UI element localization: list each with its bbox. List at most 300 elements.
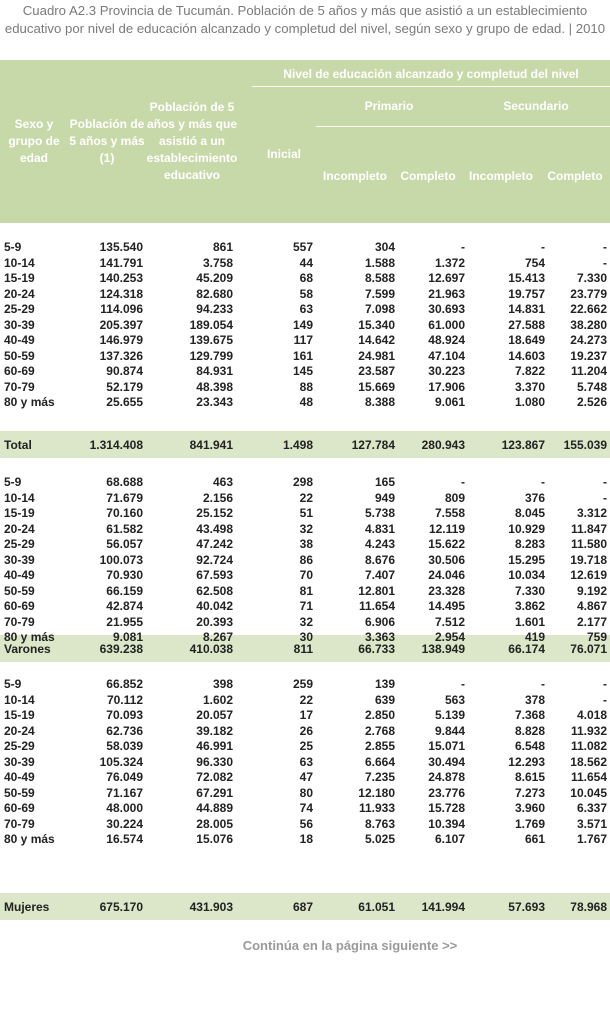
- cell-primario-completo: 809: [444, 490, 465, 505]
- cell-secundario-incompleto: 8.045: [514, 506, 545, 520]
- cell-asistio: 84.931: [196, 364, 233, 378]
- cell-asistio: 46.991: [196, 739, 233, 753]
- cell-age-group: 25-29: [4, 537, 35, 551]
- cell-primario-completo: 563: [444, 692, 465, 707]
- total-asistio: 431.903: [189, 899, 233, 914]
- cell-secundario-incompleto: 3.960: [514, 801, 545, 815]
- header-inicial: Inicial: [266, 147, 301, 161]
- cell-inicial: 32: [299, 614, 313, 629]
- cell-poblacion: 56.057: [106, 537, 143, 551]
- cell-poblacion: 71.679: [106, 490, 143, 505]
- cell-secundario-incompleto: 8.615: [514, 770, 545, 784]
- cell-asistio: 3.758: [202, 255, 233, 270]
- cell-age-group: 20-24: [4, 723, 35, 738]
- cell-poblacion: 58.039: [106, 739, 143, 753]
- cell-inicial: 80: [299, 785, 313, 800]
- cell-secundario-incompleto: 15.413: [508, 271, 545, 285]
- cell-primario-incompleto: 1.588: [364, 255, 395, 270]
- cell-primario-incompleto: 14.642: [358, 333, 395, 347]
- cell-inicial: 56: [299, 816, 313, 831]
- cell-secundario-completo: -: [603, 240, 607, 254]
- cell-secundario-incompleto: 3.370: [514, 379, 545, 394]
- cell-primario-incompleto: 7.407: [364, 568, 395, 582]
- cell-age-group: 70-79: [4, 379, 35, 394]
- cell-secundario-incompleto: -: [541, 240, 545, 254]
- table-row: [0, 739, 610, 755]
- table-row: [0, 349, 610, 365]
- cell-inicial: 44: [299, 255, 313, 270]
- cell-primario-incompleto: 7.235: [364, 770, 395, 784]
- table-header: [0, 60, 610, 223]
- cell-secundario-completo: 4.018: [576, 708, 607, 722]
- cell-poblacion: 52.179: [106, 379, 143, 394]
- table-row: [0, 584, 610, 600]
- cell-inicial: 557: [292, 240, 313, 254]
- total-primario-completo: 138.949: [421, 641, 465, 656]
- cell-primario-completo: 1.372: [434, 255, 465, 270]
- total-secundario-incompleto: 123.867: [501, 437, 545, 452]
- cell-secundario-completo: 11.847: [570, 521, 607, 536]
- cell-poblacion: 62.736: [106, 723, 143, 738]
- cell-secundario-completo: 11.580: [570, 537, 607, 551]
- cell-secundario-completo: 3.312: [576, 506, 607, 520]
- cell-secundario-incompleto: 6.548: [514, 739, 545, 753]
- cell-age-group: 50-59: [4, 785, 35, 800]
- cell-asistio: 20.393: [196, 614, 233, 629]
- cell-age-group: 70-79: [4, 614, 35, 629]
- cell-secundario-completo: -: [603, 490, 607, 505]
- cell-secundario-incompleto: 754: [524, 255, 545, 270]
- table-row: [0, 537, 610, 553]
- cell-secundario-incompleto: 378: [524, 692, 545, 707]
- cell-poblacion: 70.112: [106, 692, 143, 707]
- cell-inicial: 86: [299, 552, 313, 567]
- cell-asistio: 44.889: [196, 801, 233, 815]
- table-row: [0, 553, 610, 569]
- cell-primario-completo: 12.119: [428, 521, 465, 536]
- cell-asistio: 28.005: [196, 816, 233, 831]
- total-primario-incompleto: 61.051: [358, 899, 395, 914]
- cell-primario-completo: 23.776: [428, 785, 465, 800]
- table-row: [0, 599, 610, 615]
- cell-secundario-incompleto: 3.862: [514, 599, 545, 613]
- table-row: [0, 693, 610, 709]
- cell-asistio: 82.680: [196, 286, 233, 301]
- data-table: [0, 677, 610, 848]
- cell-inicial: 32: [299, 521, 313, 536]
- cell-asistio: 398: [212, 677, 233, 691]
- cell-asistio: 39.182: [196, 723, 233, 738]
- cell-asistio: 189.054: [189, 317, 233, 332]
- cell-secundario-completo: 11.082: [570, 739, 607, 753]
- cell-primario-incompleto: 5.025: [364, 832, 395, 846]
- cell-asistio: 463: [212, 475, 233, 489]
- cell-primario-incompleto: 8.763: [364, 816, 395, 831]
- cell-secundario-incompleto: 18.649: [508, 333, 545, 347]
- cell-primario-completo: 30.506: [428, 552, 465, 567]
- header-secundario-incompleto: Incompleto: [468, 168, 533, 183]
- cell-age-group: 25-29: [4, 739, 35, 753]
- cell-primario-completo: 30.223: [428, 364, 465, 378]
- cell-secundario-completo: 11.654: [570, 770, 607, 784]
- header-nivel: Nivel de educación alcanzado y completud del nivel: [283, 66, 579, 81]
- cell-secundario-completo: 5.748: [576, 379, 607, 394]
- cell-primario-completo: 21.963: [428, 286, 465, 301]
- cell-primario-incompleto: 304: [374, 240, 395, 254]
- header-secundario: Secundario: [503, 98, 569, 113]
- total-age-group: Total: [4, 437, 32, 452]
- table-title: Cuadro A2.3 Provincia de Tucumán. Población de 5 años y más que asistió a un establecimiento educativo por nivel de educación alcanzado y completud del nivel, según sexo y grupo de edad. | 2010: [4, 3, 606, 36]
- cell-asistio: 861: [212, 240, 233, 254]
- cell-inicial: 38: [299, 537, 313, 551]
- header-primario-completo: Completo: [400, 168, 456, 183]
- cell-secundario-completo: 19.718: [570, 552, 607, 567]
- table-row: [0, 724, 610, 740]
- cell-asistio: 72.082: [196, 770, 233, 784]
- cell-primario-completo: 15.071: [428, 739, 465, 753]
- table-row: [0, 677, 610, 693]
- cell-secundario-completo: 1.767: [576, 832, 607, 846]
- cell-poblacion: 135.540: [99, 240, 143, 254]
- cell-inicial: 51: [299, 506, 313, 520]
- cell-age-group: 70-79: [4, 816, 35, 831]
- cell-age-group: 20-24: [4, 521, 35, 536]
- cell-secundario-completo: -: [603, 677, 607, 691]
- cell-age-group: 30-39: [4, 552, 35, 567]
- cell-age-group: 10-14: [4, 490, 35, 505]
- cell-inicial: 145: [292, 364, 313, 378]
- cell-poblacion: 70.930: [106, 568, 143, 582]
- total-secundario-incompleto: 66.174: [508, 641, 545, 656]
- cell-inicial: 74: [299, 801, 313, 815]
- cell-primario-completo: 7.558: [434, 506, 465, 520]
- table-row: [0, 635, 610, 662]
- cell-primario-completo: 9.844: [434, 723, 465, 738]
- cell-poblacion: 66.159: [106, 583, 143, 598]
- cell-age-group: 30-39: [4, 754, 35, 769]
- data-table: [0, 240, 610, 411]
- cell-primario-incompleto: 639: [374, 692, 395, 707]
- cell-secundario-incompleto: 7.368: [514, 708, 545, 722]
- table-row: [0, 395, 610, 411]
- total-inicial: 1.498: [282, 437, 313, 452]
- cell-poblacion: 70.093: [106, 708, 143, 722]
- cell-primario-completo: 24.878: [428, 770, 465, 784]
- cell-age-group: 40-49: [4, 568, 35, 582]
- cell-secundario-completo: 9.192: [576, 583, 607, 598]
- cell-poblacion: 76.049: [106, 770, 143, 784]
- table-row: [0, 240, 610, 256]
- cell-secundario-incompleto: 12.293: [508, 754, 545, 769]
- table-row: [0, 302, 610, 318]
- table-row: [0, 893, 610, 920]
- cell-poblacion: 141.791: [99, 255, 143, 270]
- cell-primario-completo: 7.512: [434, 614, 465, 629]
- cell-age-group: 60-69: [4, 801, 35, 815]
- header-sexo-edad: Sexo y grupo de edad: [8, 117, 60, 165]
- cell-primario-incompleto: 5.738: [364, 506, 395, 520]
- cell-primario-incompleto: 11.654: [358, 599, 395, 613]
- cell-inicial: 259: [292, 677, 313, 691]
- cell-primario-completo: -: [461, 677, 465, 691]
- cell-secundario-completo: 3.571: [576, 816, 607, 831]
- cell-primario-completo: -: [461, 475, 465, 489]
- cell-poblacion: 61.582: [106, 521, 143, 536]
- table-row: [0, 832, 610, 848]
- cell-age-group: 5-9: [4, 475, 22, 489]
- table-row: [0, 287, 610, 303]
- cell-secundario-incompleto: 14.603: [508, 348, 545, 363]
- cell-primario-incompleto: 8.388: [364, 395, 395, 409]
- cell-primario-completo: 5.139: [434, 708, 465, 722]
- cell-secundario-completo: 4.867: [576, 599, 607, 613]
- header-secundario-completo: Completo: [547, 168, 603, 183]
- cell-secundario-completo: 7.330: [576, 271, 607, 285]
- cell-inicial: 63: [299, 754, 313, 769]
- cell-poblacion: 100.073: [99, 552, 143, 567]
- cell-poblacion: 30.224: [106, 816, 143, 831]
- cell-secundario-incompleto: 10.929: [508, 521, 545, 536]
- cell-age-group: 10-14: [4, 692, 35, 707]
- cell-age-group: 40-49: [4, 770, 35, 784]
- cell-inicial: 70: [299, 568, 313, 582]
- cell-age-group: 10-14: [4, 255, 35, 270]
- cell-primario-incompleto: 15.669: [358, 379, 395, 394]
- cell-secundario-incompleto: 419: [524, 630, 545, 644]
- table-row: [0, 431, 610, 458]
- cell-primario-completo: -: [461, 240, 465, 254]
- cell-primario-completo: 2.954: [434, 630, 465, 644]
- cell-age-group: 60-69: [4, 364, 35, 378]
- cell-inicial: 63: [299, 302, 313, 316]
- cell-age-group: 15-19: [4, 708, 35, 722]
- cell-secundario-completo: 18.562: [570, 754, 607, 769]
- cell-primario-incompleto: 2.768: [364, 723, 395, 738]
- cell-poblacion: 42.874: [106, 599, 143, 613]
- cell-primario-completo: 15.622: [428, 537, 465, 551]
- total-row: [0, 431, 610, 458]
- header-primario: Primario: [364, 98, 414, 113]
- cell-inicial: 71: [299, 599, 313, 613]
- total-primario-completo: 280.943: [421, 437, 465, 452]
- cell-primario-incompleto: 12.180: [358, 785, 395, 800]
- cell-poblacion: 25.655: [106, 395, 143, 409]
- cell-poblacion: 137.326: [99, 348, 143, 363]
- table-row: [0, 475, 610, 491]
- cell-secundario-completo: 10.045: [570, 785, 607, 800]
- cell-primario-completo: 15.728: [428, 801, 465, 815]
- cell-asistio: 2.156: [202, 490, 233, 505]
- cell-primario-incompleto: 23.587: [358, 364, 395, 378]
- table-row: [0, 333, 610, 349]
- cell-secundario-incompleto: 7.330: [514, 583, 545, 598]
- cell-inicial: 117: [293, 333, 313, 347]
- cell-poblacion: 68.688: [106, 475, 143, 489]
- table-row: [0, 364, 610, 380]
- cell-secundario-incompleto: -: [541, 475, 545, 489]
- cell-primario-incompleto: 6.906: [364, 614, 395, 629]
- cell-secundario-incompleto: 27.588: [508, 317, 545, 332]
- cell-primario-completo: 9.061: [434, 395, 465, 409]
- cell-asistio: 67.593: [196, 568, 233, 582]
- cell-poblacion: 105.324: [99, 754, 143, 769]
- cell-age-group: 5-9: [4, 240, 22, 254]
- cell-poblacion: 205.397: [99, 317, 143, 332]
- cell-primario-incompleto: 3.363: [364, 630, 395, 644]
- cell-asistio: 129.799: [189, 348, 233, 363]
- cell-inicial: 68: [299, 271, 313, 285]
- cell-inicial: 298: [292, 475, 313, 489]
- cell-poblacion: 48.000: [106, 801, 143, 815]
- cell-secundario-completo: -: [603, 255, 607, 270]
- cell-primario-incompleto: 24.981: [358, 348, 395, 363]
- cell-inicial: 18: [299, 832, 313, 846]
- cell-asistio: 8.267: [202, 630, 233, 644]
- cell-secundario-completo: 24.273: [570, 333, 607, 347]
- cell-primario-incompleto: 8.588: [364, 271, 395, 285]
- cell-secundario-incompleto: 1.080: [514, 395, 545, 409]
- cell-primario-completo: 12.697: [428, 271, 465, 285]
- total-primario-completo: 141.994: [421, 899, 465, 914]
- table-row: [0, 491, 610, 507]
- cell-poblacion: 16.574: [106, 832, 143, 846]
- cell-primario-incompleto: 4.831: [364, 521, 395, 536]
- cell-asistio: 23.343: [196, 395, 233, 409]
- cell-primario-incompleto: 8.676: [364, 552, 395, 567]
- cell-age-group: 40-49: [4, 333, 35, 347]
- cell-primario-incompleto: 11.933: [358, 801, 395, 815]
- cell-primario-completo: 61.000: [428, 317, 465, 332]
- cell-age-group: 80 y más: [4, 832, 55, 846]
- total-poblacion: 675.170: [99, 899, 143, 914]
- cell-primario-completo: 23.328: [428, 583, 465, 598]
- total-poblacion: 639.238: [99, 641, 143, 656]
- cell-primario-completo: 24.046: [428, 568, 465, 582]
- cell-asistio: 15.076: [196, 832, 233, 846]
- cell-primario-incompleto: 949: [374, 490, 395, 505]
- table-row: [0, 615, 610, 631]
- header-divider: [316, 126, 610, 127]
- cell-primario-completo: 30.494: [428, 754, 465, 769]
- total-secundario-completo: 78.968: [570, 899, 607, 914]
- cell-primario-incompleto: 6.664: [364, 754, 395, 769]
- cell-secundario-completo: 23.779: [570, 286, 607, 301]
- cell-poblacion: 9.081: [112, 630, 143, 644]
- cell-secundario-incompleto: 10.034: [508, 568, 545, 582]
- cell-inicial: 47: [299, 770, 313, 784]
- header-asistio: Población de 5 años y más que asistió a un establecimiento educativo: [146, 100, 238, 182]
- table-row: [0, 271, 610, 287]
- cell-poblacion: 66.852: [106, 677, 143, 691]
- cell-primario-incompleto: 2.855: [364, 739, 395, 753]
- total-row: [0, 893, 610, 920]
- cell-poblacion: 70.160: [106, 506, 143, 520]
- cell-asistio: 62.508: [196, 583, 233, 598]
- cell-secundario-completo: 2.526: [576, 395, 607, 409]
- cell-asistio: 96.330: [196, 754, 233, 769]
- table-row: [0, 522, 610, 538]
- table-row: [0, 318, 610, 334]
- cell-secundario-completo: 11.204: [570, 364, 607, 378]
- cell-secundario-incompleto: 1.601: [514, 614, 545, 629]
- cell-asistio: 92.724: [196, 552, 233, 567]
- total-secundario-completo: 155.039: [563, 437, 607, 452]
- cell-age-group: 80 y más: [4, 630, 55, 644]
- cell-inicial: 22: [299, 692, 313, 707]
- cell-primario-incompleto: 7.098: [364, 302, 395, 316]
- cell-age-group: 15-19: [4, 271, 35, 285]
- cell-poblacion: 21.955: [106, 614, 143, 629]
- cell-primario-completo: 10.394: [428, 816, 465, 831]
- total-row: [0, 635, 610, 662]
- cell-poblacion: 146.979: [99, 333, 143, 347]
- cell-secundario-incompleto: 661: [524, 832, 545, 846]
- cell-primario-incompleto: 4.243: [364, 537, 395, 551]
- total-poblacion: 1.314.408: [89, 437, 143, 452]
- cell-age-group: 80 y más: [4, 395, 55, 409]
- cell-secundario-completo: 759: [586, 630, 607, 644]
- cell-age-group: 60-69: [4, 599, 35, 613]
- cell-primario-completo: 30.693: [428, 302, 465, 316]
- cell-secundario-completo: 2.177: [576, 614, 607, 629]
- table-row: [0, 755, 610, 771]
- cell-inicial: 26: [299, 723, 313, 738]
- cell-primario-incompleto: 7.599: [364, 286, 395, 301]
- table-row: [0, 817, 610, 833]
- cell-inicial: 81: [299, 583, 313, 598]
- cell-secundario-completo: 12.619: [570, 568, 607, 582]
- cell-secundario-incompleto: 7.822: [514, 364, 545, 378]
- cell-secundario-completo: 6.337: [576, 801, 607, 815]
- cell-secundario-incompleto: 1.769: [514, 816, 545, 831]
- total-primario-incompleto: 66.733: [358, 641, 395, 656]
- cell-age-group: 30-39: [4, 317, 35, 332]
- cell-primario-incompleto: 139: [374, 677, 395, 691]
- cell-inicial: 58: [299, 286, 313, 301]
- cell-asistio: 139.675: [189, 333, 233, 347]
- cell-secundario-incompleto: 14.831: [508, 302, 545, 316]
- cell-inicial: 17: [299, 708, 313, 722]
- cell-secundario-completo: 11.932: [570, 723, 607, 738]
- table-row: [0, 506, 610, 522]
- total-primario-incompleto: 127.784: [351, 437, 395, 452]
- total-inicial: 687: [292, 899, 313, 914]
- cell-asistio: 48.398: [196, 379, 233, 394]
- total-inicial: 811: [293, 641, 313, 656]
- cell-secundario-completo: -: [603, 475, 607, 489]
- cell-asistio: 43.498: [196, 521, 233, 536]
- cell-secundario-completo: 19.237: [570, 348, 607, 363]
- data-table: [0, 475, 610, 646]
- cell-primario-incompleto: 165: [374, 475, 395, 489]
- header-poblacion: Población de 5 años y más (1): [69, 117, 145, 165]
- cell-secundario-incompleto: 19.757: [508, 286, 545, 301]
- cell-asistio: 25.152: [196, 506, 233, 520]
- cell-secundario-incompleto: 376: [524, 490, 545, 505]
- table-row: [0, 770, 610, 786]
- cell-inicial: 25: [299, 739, 313, 753]
- cell-inicial: 88: [299, 379, 313, 394]
- cell-inicial: 161: [292, 348, 313, 363]
- cell-primario-completo: 48.924: [428, 333, 465, 347]
- header-primario-incompleto: Incompleto: [322, 168, 387, 183]
- cell-primario-incompleto: 15.340: [358, 317, 395, 332]
- cell-primario-incompleto: 2.850: [364, 708, 395, 722]
- table-row: [0, 708, 610, 724]
- total-asistio: 841.941: [189, 437, 233, 452]
- cell-secundario-incompleto: 7.273: [514, 785, 545, 800]
- cell-age-group: 50-59: [4, 348, 35, 363]
